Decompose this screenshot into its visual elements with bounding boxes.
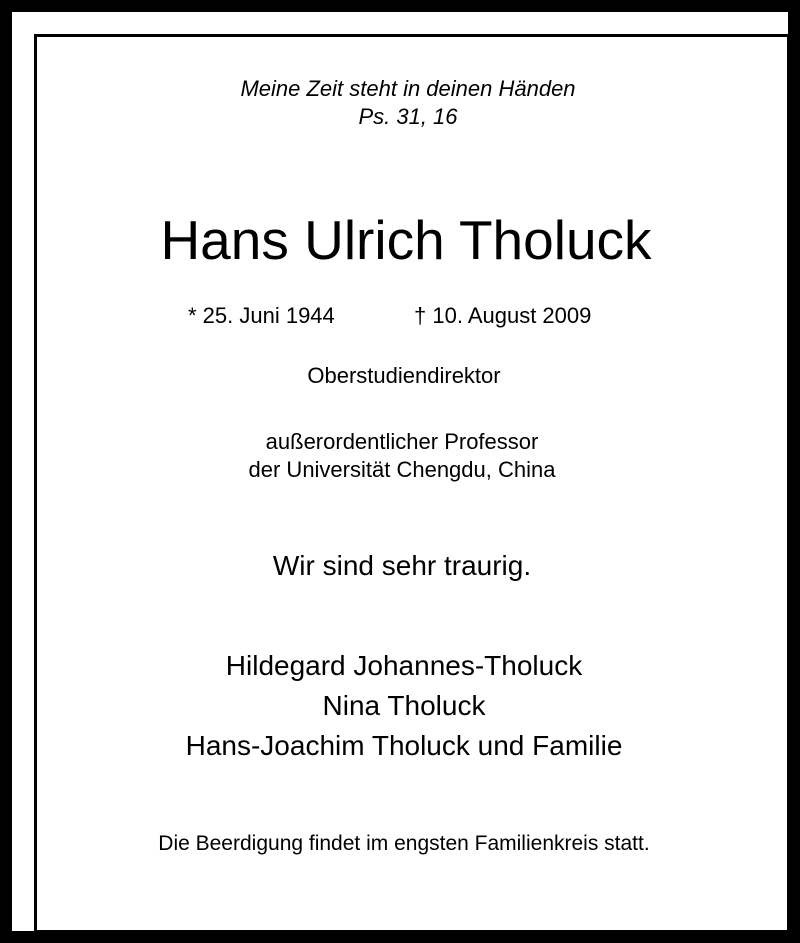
mourner-name: Hans-Joachim Tholuck und Familie (185, 730, 623, 761)
funeral-note: Die Beerdigung findet im engsten Familienkreis statt. (158, 832, 650, 855)
mourner-name: Nina Tholuck (322, 690, 486, 721)
motto-quote: Meine Zeit steht in deinen Händen (240, 76, 576, 101)
position-line-1: außerordentlicher Professor (265, 429, 539, 454)
motto-reference: Ps. 31, 16 (358, 104, 458, 129)
position-line-2: der Universität Chengdu, China (248, 457, 556, 482)
deceased-name: Hans Ulrich Tholuck (160, 209, 652, 271)
death-date: † 10. August 2009 (414, 303, 592, 328)
birth-date: * 25. Juni 1944 (188, 303, 335, 328)
mourning-message: Wir sind sehr traurig. (272, 550, 532, 581)
mourner-name: Hildegard Johannes-Tholuck (225, 650, 583, 681)
deceased-title: Oberstudiendirektor (307, 363, 501, 388)
